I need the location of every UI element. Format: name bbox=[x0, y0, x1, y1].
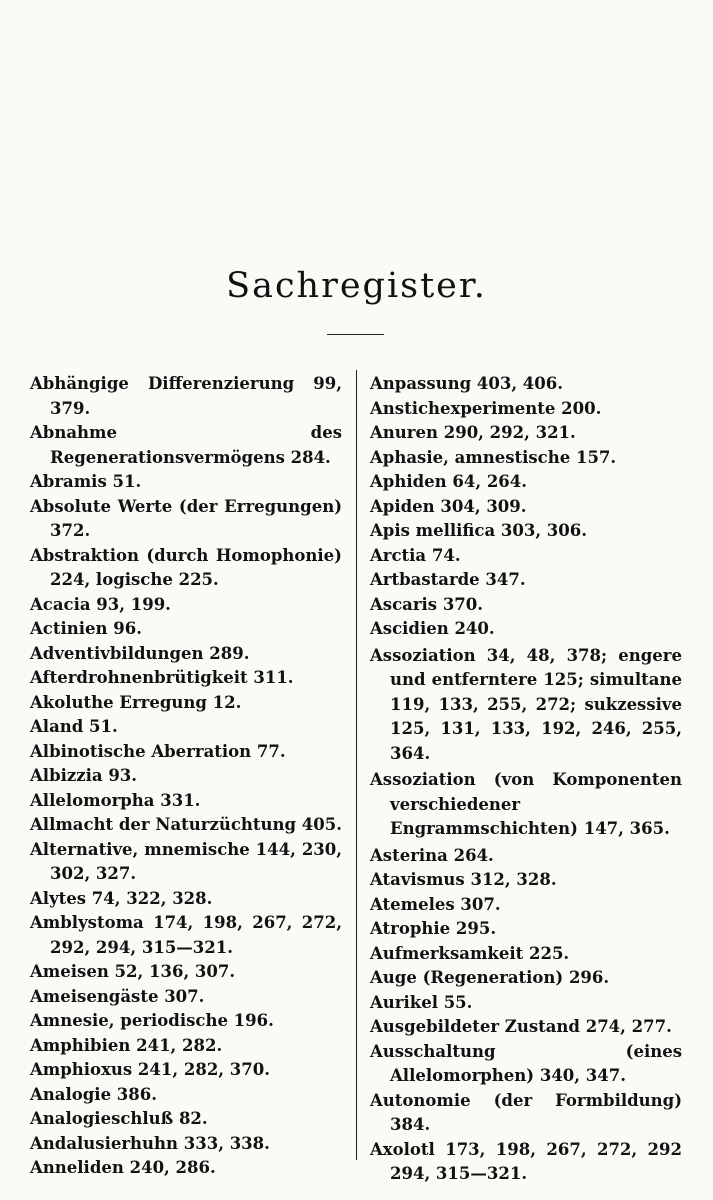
index-entry: Atemeles 307. bbox=[370, 894, 501, 914]
index-entry: Aland 51. bbox=[30, 717, 118, 736]
index-entry: Analogieschluß 82. bbox=[30, 1109, 208, 1128]
index-entry: Adventivbildungen 289. bbox=[30, 643, 250, 663]
index-entry: Arctia 74. bbox=[370, 545, 461, 565]
index-entry: Analogie 386. bbox=[30, 1084, 157, 1104]
index-entry: Abnahme des Regenerationsvermögens 284. bbox=[30, 423, 342, 467]
index-entry: Assoziation 34, 48, 378; engere und entferntere 125; simultane 119, 133, 255, 272; sukzessive 125, 131, 133, 192, 246, 255, 364. bbox=[370, 645, 682, 763]
index-entry: Anpassung 403, 406. bbox=[370, 374, 563, 393]
index-entry: Aufmerksamkeit 225. bbox=[370, 943, 570, 963]
index-entry: Apiden 304, 309. bbox=[370, 496, 527, 516]
index-entry: Assoziation (von Komponenten verschiedener Engrammschichten) 147, 365. bbox=[370, 770, 682, 838]
index-entry: Asterina 264. bbox=[370, 845, 494, 865]
index-entry: Albizzia 93. bbox=[30, 766, 138, 785]
index-entry: Aphasie, amnestische 157. bbox=[370, 447, 617, 467]
index-entry: Auge (Regeneration) 296. bbox=[370, 968, 610, 987]
index-entry: Andalusierhuhn 333, 338. bbox=[30, 1133, 270, 1153]
index-entry: Aurikel 55. bbox=[370, 992, 473, 1012]
index-entry: Ameisengäste 307. bbox=[30, 986, 205, 1006]
index-entry: Anneliden 240, 286. bbox=[30, 1158, 216, 1177]
index-entry: Amphioxus 241, 282, 370. bbox=[30, 1060, 270, 1079]
index-entry: Actinien 96. bbox=[30, 619, 142, 638]
index-entry: Abhängige Differenzierung 99, 379. bbox=[30, 374, 342, 418]
index-entry: Akoluthe Erregung 12. bbox=[30, 692, 242, 712]
index-entry: Afterdrohnenbrütigkeit 311. bbox=[30, 668, 294, 687]
index-entry: Albinotische Aberration 77. bbox=[30, 741, 286, 761]
index-entry: Ausschaltung (eines Allelomorphen) 340, 347. bbox=[370, 1041, 682, 1085]
index-entry: Atavismus 312, 328. bbox=[370, 870, 557, 889]
index-entry: Alytes 74, 322, 328. bbox=[30, 888, 213, 908]
right-column bbox=[370, 372, 682, 1187]
index-entry: Ameisen 52, 136, 307. bbox=[30, 962, 236, 981]
index-entry: Acacia 93, 199. bbox=[30, 594, 171, 614]
column-divider bbox=[356, 370, 357, 1160]
index-entry: Artbastarde 347. bbox=[370, 570, 526, 589]
index-entry: Anstichexperimente 200. bbox=[370, 398, 602, 418]
title-rule bbox=[327, 334, 384, 335]
page-title: Sachregister. bbox=[226, 266, 487, 306]
left-column bbox=[30, 372, 342, 1181]
index-entry: Apis mellifica 303, 306. bbox=[370, 521, 587, 540]
index-entry: Anuren 290, 292, 321. bbox=[370, 423, 576, 442]
index-entry: Ascaris 370. bbox=[370, 594, 484, 614]
index-entry: Alternative, mnemische 144, 230, 302, 327. bbox=[30, 839, 342, 883]
index-entry: Amphibien 241, 282. bbox=[30, 1035, 223, 1055]
index-entry: Autonomie (der Formbildung) 384. bbox=[370, 1090, 682, 1134]
index-entry: Axolotl 173, 198, 267, 272, 292 294, 315—321. bbox=[370, 1139, 682, 1183]
index-entry: Allelomorpha 331. bbox=[30, 790, 201, 810]
index-entry: Ascidien 240. bbox=[370, 619, 495, 638]
index-entry: Aphiden 64, 264. bbox=[370, 472, 528, 491]
index-entry: Ausgebildeter Zustand 274, 277. bbox=[370, 1017, 672, 1036]
index-entry: Abramis 51. bbox=[30, 472, 142, 491]
index-entry: Amnesie, periodische 196. bbox=[30, 1011, 274, 1030]
index-entry: Atrophie 295. bbox=[370, 919, 497, 938]
index-entry: Absolute Werte (der Erregungen) 372. bbox=[30, 496, 342, 540]
index-entry: Amblystoma 174, 198, 267, 272, 292, 294, 315—321. bbox=[30, 913, 342, 957]
index-entry: Allmacht der Naturzüchtung 405. bbox=[30, 815, 342, 834]
index-entry: Abstraktion (durch Homophonie) 224, logische 225. bbox=[30, 545, 342, 589]
